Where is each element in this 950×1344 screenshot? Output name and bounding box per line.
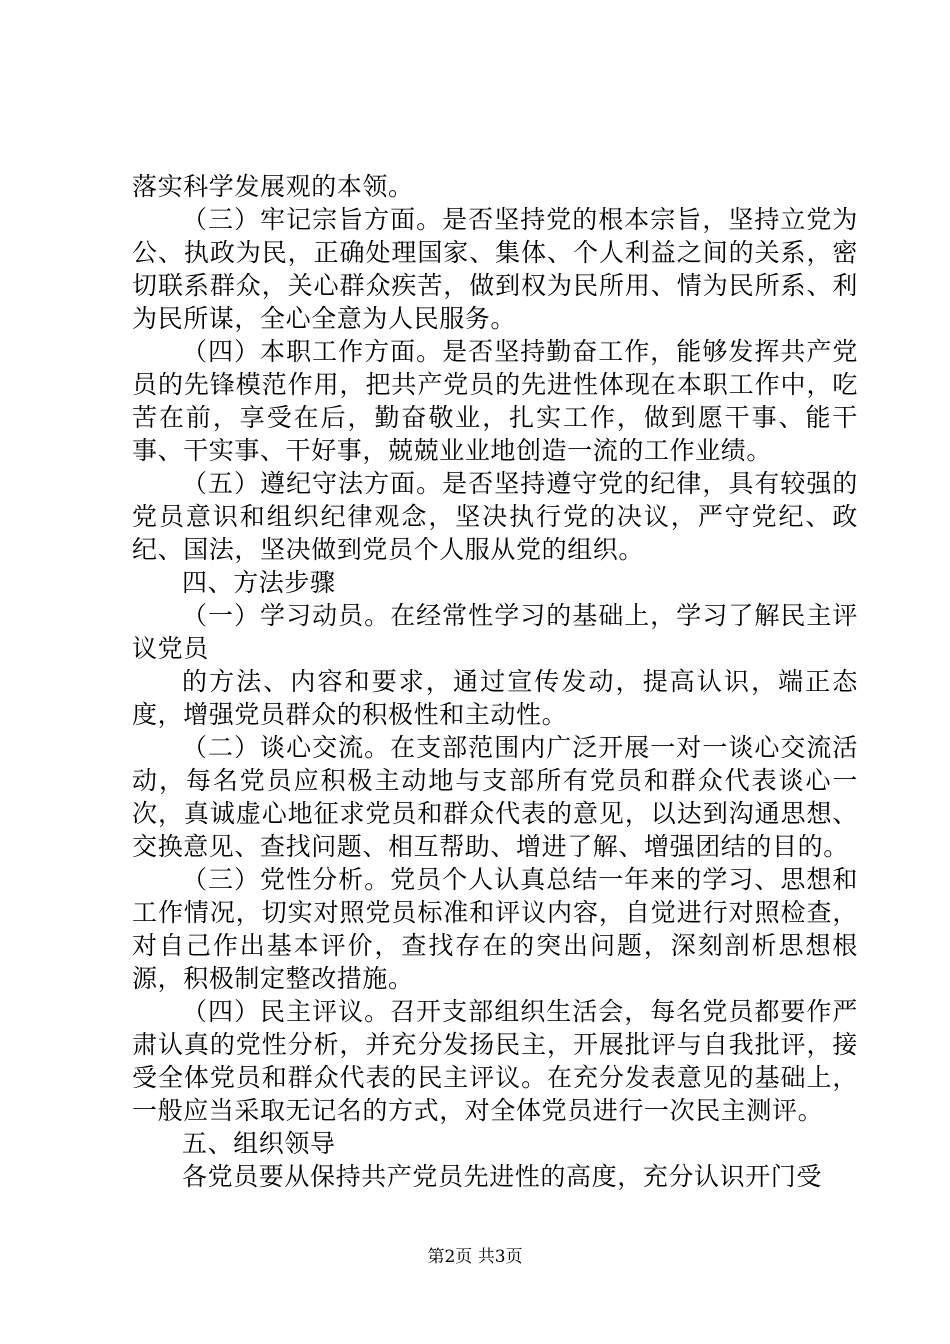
paragraph: （四）民主评议。召开支部组织生活会，每名党员都要作严肃认真的党性分析，并充分发扬民主，开展批评与自我批评，接受全体党员和群众代表的民主评议。在充分发表意见的基础上，一般应当采取无记名的方式，对全体党员进行一次民主测评。 (132, 997, 858, 1125)
paragraph: 的方法、内容和要求，通过宣传发动，提高认识，端正态度，增强党员群众的积极性和主动性。 (132, 667, 858, 729)
paragraph: 落实科学发展观的本领。 (132, 172, 414, 201)
paragraph: （五）遵纪守法方面。是否坚持遵守党的纪律，具有较强的党员意识和组织纪律观念，坚决执行党的决议，严守党纪、政纪、国法，坚决做到党员个人服从党的组织。 (132, 469, 858, 564)
paragraph: 各党员要从保持共产党员先进性的高度，充分认识开门受 (182, 1162, 823, 1191)
page-footer: 第2页 共3页 (427, 1247, 523, 1267)
paragraph: （三）牢记宗旨方面。是否坚持党的根本宗旨，坚持立党为公、执政为民，正确处理国家、集体、个人利益之间的关系，密切联系群众，关心群众疾苦，做到权为民所用、情为民所系、利为民所谋，全心全意为人民服务。 (132, 205, 858, 333)
paragraph: （一）学习动员。在经常性学习的基础上，学习了解民主评议党员 (132, 601, 858, 663)
section-heading: 四、方法步骤 (182, 568, 336, 597)
paragraph: （三）党性分析。党员个人认真总结一年来的学习、思想和工作情况，切实对照党员标准和评议内容，自觉进行对照检查，对自己作出基本评价，查找存在的突出问题，深刻剖析思想根源，积极制定整改措施。 (132, 865, 858, 993)
paragraph: （四）本职工作方面。是否坚持勤奋工作，能够发挥共产党员的先锋模范作用，把共产党员的先进性体现在本职工作中，吃苦在前，享受在后，勤奋敬业，扎实工作，做到愿干事、能干事、干实事、干好事，兢兢业业地创造一流的工作业绩。 (132, 337, 858, 465)
section-heading: 五、组织领导 (182, 1129, 336, 1158)
document-body (132, 170, 858, 1193)
paragraph: （二）谈心交流。在支部范围内广泛开展一对一谈心交流活动，每名党员应积极主动地与支部所有党员和群众代表谈心一次，真诚虚心地征求党员和群众代表的意见，以达到沟通思想、交换意见、查找问题、相互帮助、增进了解、增强团结的目的。 (132, 733, 858, 861)
